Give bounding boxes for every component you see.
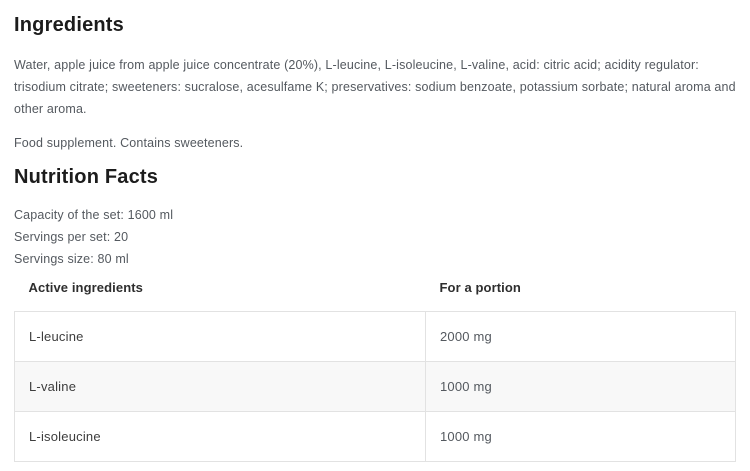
table-row <box>15 412 736 462</box>
nutrition-facts-section <box>14 164 736 462</box>
ingredient-name: L-leucine <box>15 312 426 362</box>
active-ingredients-table <box>14 270 736 462</box>
ingredients-title: Ingredients <box>14 14 124 36</box>
ingredients-description: Water, apple juice from apple juice concentrate (20%), L-leucine, L-isoleucine, L-valine, acid: citric acid; acidity regulator: trisodium citrate; sweeteners: sucralose, acesulfame K; preservatives: sodium benzoate, potassium sorbate; natural aroma and other aroma. <box>14 58 736 116</box>
table-row <box>15 362 736 412</box>
capacity-of-set: Capacity of the set: 1600 ml <box>14 208 174 222</box>
table-header-row <box>15 270 736 312</box>
ingredient-name: L-isoleucine <box>15 412 426 462</box>
table-row <box>15 312 736 362</box>
nutrition-facts-title: Nutrition Facts <box>14 166 159 188</box>
column-header-for-a-portion: For a portion <box>426 270 736 312</box>
servings-per-set: Servings per set: 20 <box>14 230 129 244</box>
column-header-active-ingredients: Active ingredients <box>15 270 426 312</box>
ingredient-amount: 1000 mg <box>426 362 736 412</box>
table-body <box>15 312 736 462</box>
ingredient-name: L-valine <box>15 362 426 412</box>
ingredient-amount: 1000 mg <box>426 412 736 462</box>
ingredients-section <box>14 12 736 154</box>
serving-details <box>14 204 736 270</box>
servings-size: Servings size: 80 ml <box>14 252 129 266</box>
ingredient-amount: 2000 mg <box>426 312 736 362</box>
food-supplement-note: Food supplement. Contains sweeteners. <box>14 136 244 150</box>
table-header <box>15 270 736 312</box>
